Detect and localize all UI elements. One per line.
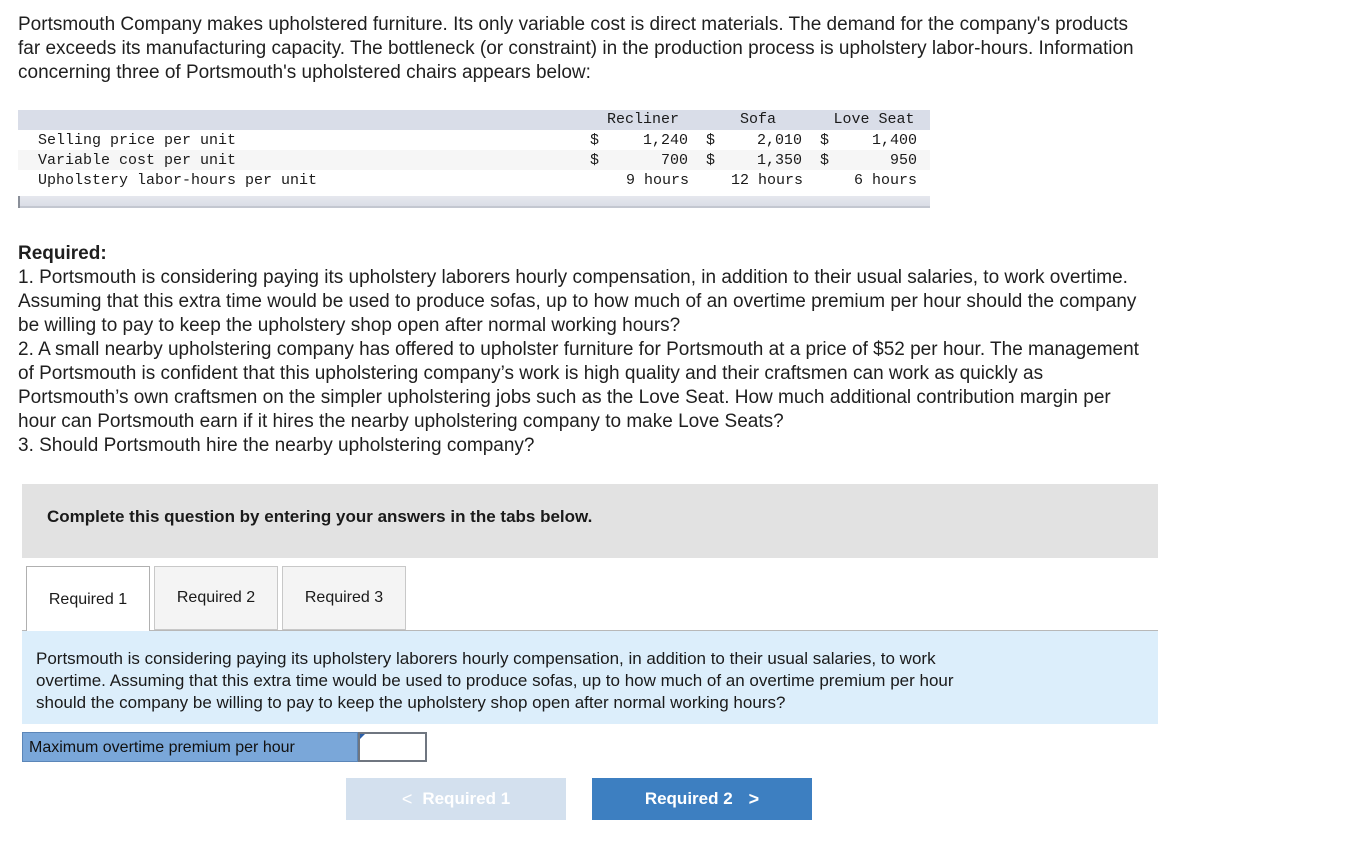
cell-love-seat-cost: 950 <box>889 152 917 169</box>
cell-sofa-cost: 1,350 <box>756 152 802 169</box>
cell-sofa-price: 2,010 <box>756 132 802 149</box>
currency-sign: $ <box>820 152 830 169</box>
tab-required-2[interactable]: Required 2 <box>154 566 278 630</box>
cell-love-seat-hours: 6 hours <box>853 172 917 189</box>
intro-line: far exceeds its manufacturing capacity. The bottleneck (or constraint) in the production process is upholstery labor-hours. Information <box>18 38 1134 59</box>
chevron-right-icon: > <box>748 788 760 809</box>
intro-line: concerning three of Portsmouth's upholstered chairs appears below: <box>18 62 591 83</box>
column-header-love-seat: Love Seat <box>833 111 915 128</box>
instructions-box <box>22 484 1158 558</box>
required-heading: Required: <box>18 243 107 264</box>
cell-recliner-price: 1,240 <box>642 132 688 149</box>
column-header-recliner: Recliner <box>606 111 679 128</box>
previous-button[interactable] <box>346 778 566 820</box>
currency-sign: $ <box>590 152 600 169</box>
table-bottom-tick <box>18 196 20 208</box>
instructions-text: Complete this question by entering your answers in the tabs below. <box>47 507 593 526</box>
intro-line: Portsmouth Company makes upholstered furniture. Its only variable cost is direct materials. The demand for the company's products <box>18 14 1129 35</box>
panel-question-text <box>36 648 1136 714</box>
currency-sign: $ <box>590 132 600 149</box>
chair-data-table <box>18 110 930 208</box>
currency-sign: $ <box>820 132 830 149</box>
question-line: 2. A small nearby upholstering company has offered to upholster furniture for Portsmouth at a price of $52 per hour. The management <box>18 339 1139 360</box>
input-corner-marker <box>360 734 365 739</box>
panel-line: Portsmouth is considering paying its upholstery laborers hourly compensation, in addition to their usual salaries, to work <box>36 649 936 668</box>
table-header-bg <box>18 110 930 130</box>
panel-line: should the company be willing to pay to keep the upholstery shop open after normal working hours? <box>36 693 786 712</box>
next-button-label: Required 2 <box>644 789 733 808</box>
row-label-labor-hours: Upholstery labor-hours per unit <box>38 172 318 189</box>
intro-paragraph <box>18 13 1308 85</box>
tab-required-1[interactable]: Required 1 <box>26 566 150 632</box>
cell-recliner-cost: 700 <box>660 152 688 169</box>
question-panel <box>22 631 1158 724</box>
cell-recliner-hours: 9 hours <box>625 172 689 189</box>
chevron-left-icon: < <box>401 788 413 809</box>
answer-label: Maximum overtime premium per hour <box>22 732 358 762</box>
cell-love-seat-price: 1,400 <box>871 132 917 149</box>
question-line: 1. Portsmouth is considering paying its upholstery laborers hourly compensation, in addition to their usual salaries, to work overtime. <box>18 267 1128 288</box>
overtime-premium-input[interactable] <box>358 732 427 762</box>
currency-sign: $ <box>706 132 716 149</box>
next-button[interactable] <box>592 778 812 820</box>
column-header-sofa: Sofa <box>739 111 776 128</box>
table-bottom-bar <box>18 196 930 208</box>
previous-button-label: Required 1 <box>422 789 511 808</box>
question-line: hour can Portsmouth earn if it hires the nearby upholstering company to make Love Seats? <box>18 411 784 432</box>
question-line: of Portsmouth is confident that this upholstering company’s work is high quality and their craftsmen can work as quickly as <box>18 363 1044 384</box>
row-label-selling-price: Selling price per unit <box>38 132 237 149</box>
question-line: be willing to pay to keep the upholstery shop open after normal working hours? <box>18 315 681 336</box>
question-line: Portsmouth’s own craftsmen on the simpler upholstering jobs such as the Love Seat. How much additional contribution margin per <box>18 387 1111 408</box>
question-line: Assuming that this extra time would be used to produce sofas, up to how much of an overtime premium per hour should the company <box>18 291 1137 312</box>
cell-sofa-hours: 12 hours <box>730 172 803 189</box>
row-label-variable-cost: Variable cost per unit <box>38 152 237 169</box>
panel-line: overtime. Assuming that this extra time would be used to produce sofas, up to how much of an overtime premium per hour <box>36 671 954 690</box>
tab-required-3[interactable]: Required 3 <box>282 566 406 630</box>
currency-sign: $ <box>706 152 716 169</box>
question-line: 3. Should Portsmouth hire the nearby upholstering company? <box>18 435 535 456</box>
required-questions <box>18 242 1318 458</box>
